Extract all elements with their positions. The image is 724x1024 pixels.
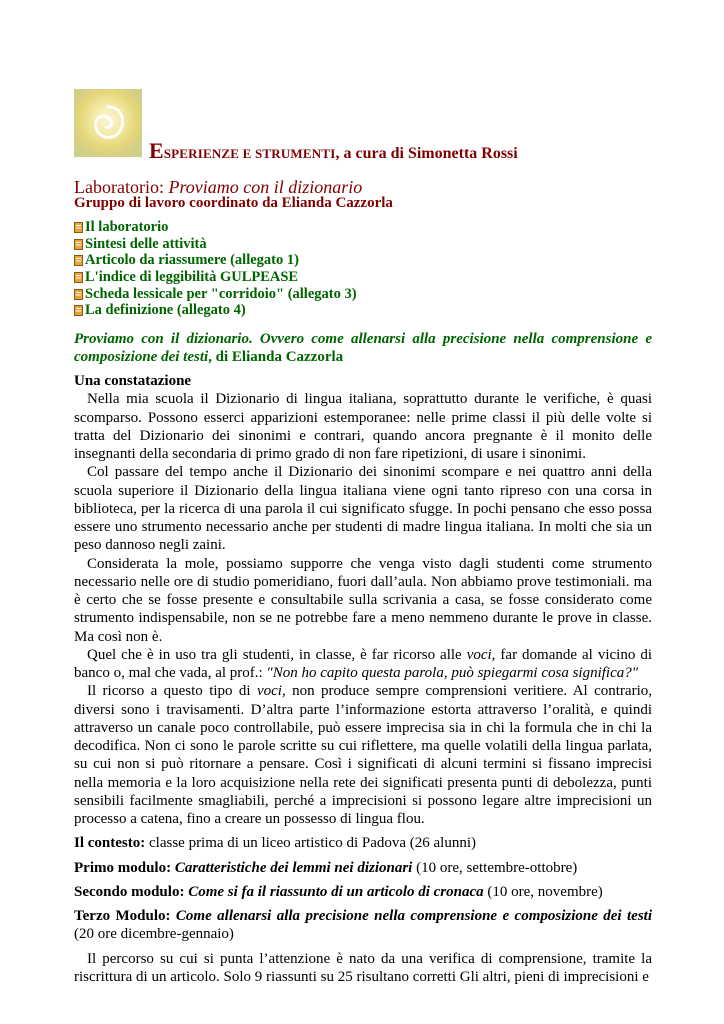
module-line: Primo modulo: Caratteristiche dei lemmi nei dizionari (10 ore, settembre-ottobre)	[74, 859, 578, 876]
link-item[interactable]	[74, 219, 357, 236]
link-item[interactable]	[74, 286, 357, 303]
document-bullet-icon	[74, 222, 84, 233]
module-line: Secondo modulo: Come si fa il riassunto di un articolo di cronaca (10 ore, novembre)	[74, 883, 603, 900]
document-bullet-icon	[74, 289, 84, 300]
link-label[interactable]: L'indice di leggibilità GULPEASE	[85, 269, 299, 286]
link-label[interactable]: Articolo da riassumere (allegato 1)	[85, 252, 299, 269]
link-item[interactable]	[74, 269, 357, 286]
link-label[interactable]: Il laboratorio	[85, 219, 169, 235]
paragraph: Il ricorso a questo tipo di voci, non produce sempre comprensioni veritiere. Al contrario, diversi sono i travisamenti. D’altra parte l’informazione estorta attraverso l’oralità, e quindi attraverso un canale poco controllabile, può essere imprecisa sia in chi la formula che in chi la decodifica. Non ci sono le parole scritte su cui riflettere, ma quelle volatili della lingua parlata, su cui non si può ritornare a pensare. Così i significati di alcuni termini si fissano imprecisi nella memoria e la loro acquisizione nella rete dei significati presenta punti di debolezza, punti sensibili facilmente smagliabili, perché a imprecisioni si possono legare altre imprecisioni un processo a catena, fino a creare un possesso di lingua flou.	[74, 683, 652, 827]
section-heading: Una constatazione	[74, 373, 192, 389]
spiral-logo-icon	[74, 89, 142, 157]
body-text	[74, 372, 652, 986]
link-label[interactable]: Sintesi delle attività	[85, 235, 207, 252]
link-item[interactable]	[74, 302, 357, 319]
paragraph: Quel che è in uso tra gli studenti, in classe, è far ricorso alle voci, far domande al vicino di banco o, mal che vada, al prof.: "Non ho capito questa parola, può spiegarmi cosa significa?"	[74, 646, 652, 681]
module-line: Terzo Modulo: Come allenarsi alla precisione nella comprensione e composizione dei testi (20 ore dicembre-gennaio)	[74, 908, 652, 943]
document-bullet-icon	[74, 255, 84, 266]
link-list	[74, 219, 357, 319]
document-bullet-icon	[74, 239, 84, 250]
lab-group: Gruppo di lavoro coordinato da Elianda Cazzorla	[74, 195, 393, 211]
article-heading	[74, 330, 652, 366]
article-author: , di Elianda Cazzorla	[208, 349, 344, 365]
lab-title: Laboratorio: Proviamo con il dizionario	[74, 177, 363, 197]
document-bullet-icon	[74, 272, 84, 283]
paragraph: Nella mia scuola il Dizionario di lingua italiana, soprattutto durante le verifiche, è quasi scomparso. Possono esserci apparizioni estemporanee: nelle prime classi il più delle volte si tratta del Dizionario dei sinonimi e contrari, quando ancora pregnante è il monito delle insegnanti della secondaria di primo grado di non fare ripetizioni, di usare i sinonimi.	[74, 391, 652, 462]
link-label[interactable]: La definizione (allegato 4)	[85, 302, 246, 319]
link-label[interactable]: Scheda lessicale per "corridoio" (allegato 3)	[85, 285, 357, 302]
paragraph: Il percorso su cui si punta l’attenzione è nato da una verifica di comprensione, tramite la riscrittura di un articolo. Solo 9 riassunti su 25 risultano corretti Gli altri, pieni di imprecisioni e	[74, 950, 652, 985]
paragraph: Col passare del tempo anche il Dizionario dei sinonimi scompare e nei quattro anni della scuola superiore il Dizionario della lingua italiana viene ogni tanto ripreso con una corsa in biblioteca, per la ricerca di una parola il cui significato sfugge. In pochi pensano che esso possa essere uno strumento necessario anche per studenti di madre lingua italiana. In molti che sia un peso dannoso negli zaini.	[74, 464, 652, 554]
link-item[interactable]	[74, 252, 357, 269]
context-line: Il contesto: classe prima di un liceo artistico di Padova (26 alunni)	[74, 835, 476, 852]
page-title: ESPERIENZE E STRUMENTI, a cura di Simonetta Rossi	[149, 138, 518, 163]
article-title: Proviamo con il dizionario. Ovvero come allenarsi alla precisione nella comprensione e composizione dei testi	[74, 331, 652, 365]
document-bullet-icon	[74, 305, 84, 316]
link-item[interactable]	[74, 236, 357, 253]
paragraph: Considerata la mole, possiamo supporre che venga visto dagli studenti come strumento necessario nelle ore di studio pomeridiano, fuori dall’aula. Non abbiamo prove testimoniali. ma è certo che se fosse presente e consultabile sulla scrivania a casa, se fosse considerato come strumento indispensabile, non se ne potrebbe fare a meno nemmeno durante le prove in classe. Ma così non è.	[74, 555, 652, 645]
